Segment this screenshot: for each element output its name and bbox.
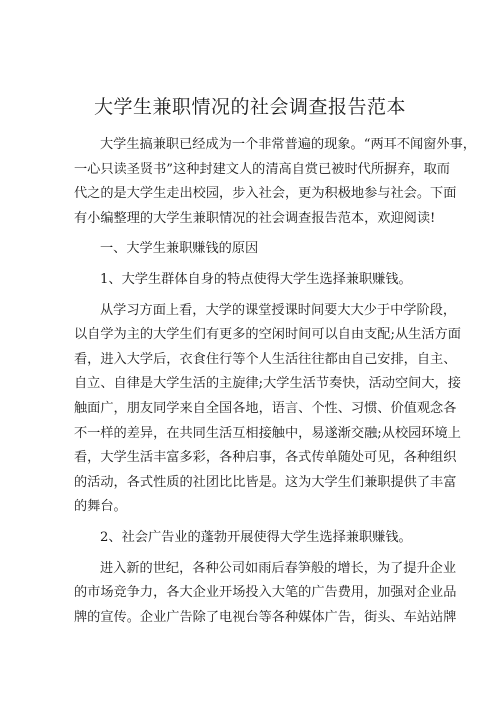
text-line: 一、大学生兼职赚钱的原因 <box>100 241 259 257</box>
document-body <box>74 133 476 630</box>
document-title: 大学生兼职情况的社会调查报告范本 <box>93 96 406 118</box>
text-line: 进入新的世纪，各种公司如雨后春笋般的增长，为了提升企业 <box>100 560 457 576</box>
text-line: 的市场竞争力，各大企业开场投入大笔的广告费用，加强对企业品 <box>74 585 457 601</box>
text-line: 自立、自律是大学生活的主旋律;大学生活节奏快，活动空间大，接 <box>74 376 461 392</box>
text-line: 代之的是大学生走出校园，步入社会，更为积极地参与社会。下面 <box>74 186 457 202</box>
text-line: 2、社会广告业的蓬勃开展使得大学生选择兼职赚钱。 <box>100 529 412 545</box>
text-line: 看，大学生活丰富多彩，各种启事，各式传单随处可见，各种组织 <box>74 450 457 466</box>
subheading-2 <box>74 526 444 551</box>
paragraph-intro <box>74 133 476 231</box>
text-line: 大学生搞兼职已经成为一个非常普遍的现象。“两耳不闻窗外事， <box>100 137 476 152</box>
text-line: 牌的宣传。企业广告除了电视台等各种媒体广告，街头、车站站牌 <box>74 609 457 625</box>
text-line: 一心只读圣贤书”这种封建文人的清高自赏已被时代所摒弃，取而 <box>74 161 450 177</box>
text-line: 有小编整理的大学生兼职情况的社会调查报告范本，欢迎阅读! <box>74 210 436 226</box>
text-line: 1、大学生群体自身的特点使得大学生选择兼职赚钱。 <box>100 271 412 287</box>
text-line: 看，进入大学后，衣食住行等个人生活往往都由自己安排，自主、 <box>74 351 457 367</box>
text-line: 以自学为主的大学生们有更多的空闲时间可以自由支配;从生活方面 <box>74 327 461 343</box>
text-line: 不一样的差异，在共同生活互相接触中，易遂渐交融;从校园环境上 <box>74 425 461 441</box>
text-line: 的活动，各式性质的社团比比皆是。这为大学生们兼职提供了丰富 <box>74 474 457 490</box>
text-line: 从学习方面上看，大学的课堂授课时间要大大少于中学阶段， <box>100 302 457 318</box>
text-line: 的舞台。 <box>74 499 127 515</box>
subheading-1 <box>74 268 444 293</box>
paragraph-student-traits <box>74 299 461 520</box>
section-heading <box>74 237 444 262</box>
paragraph-advertising <box>74 557 457 631</box>
text-line: 触面广，朋友同学来自全国各地，语言、个性、习惯、价值观念各 <box>74 400 457 416</box>
